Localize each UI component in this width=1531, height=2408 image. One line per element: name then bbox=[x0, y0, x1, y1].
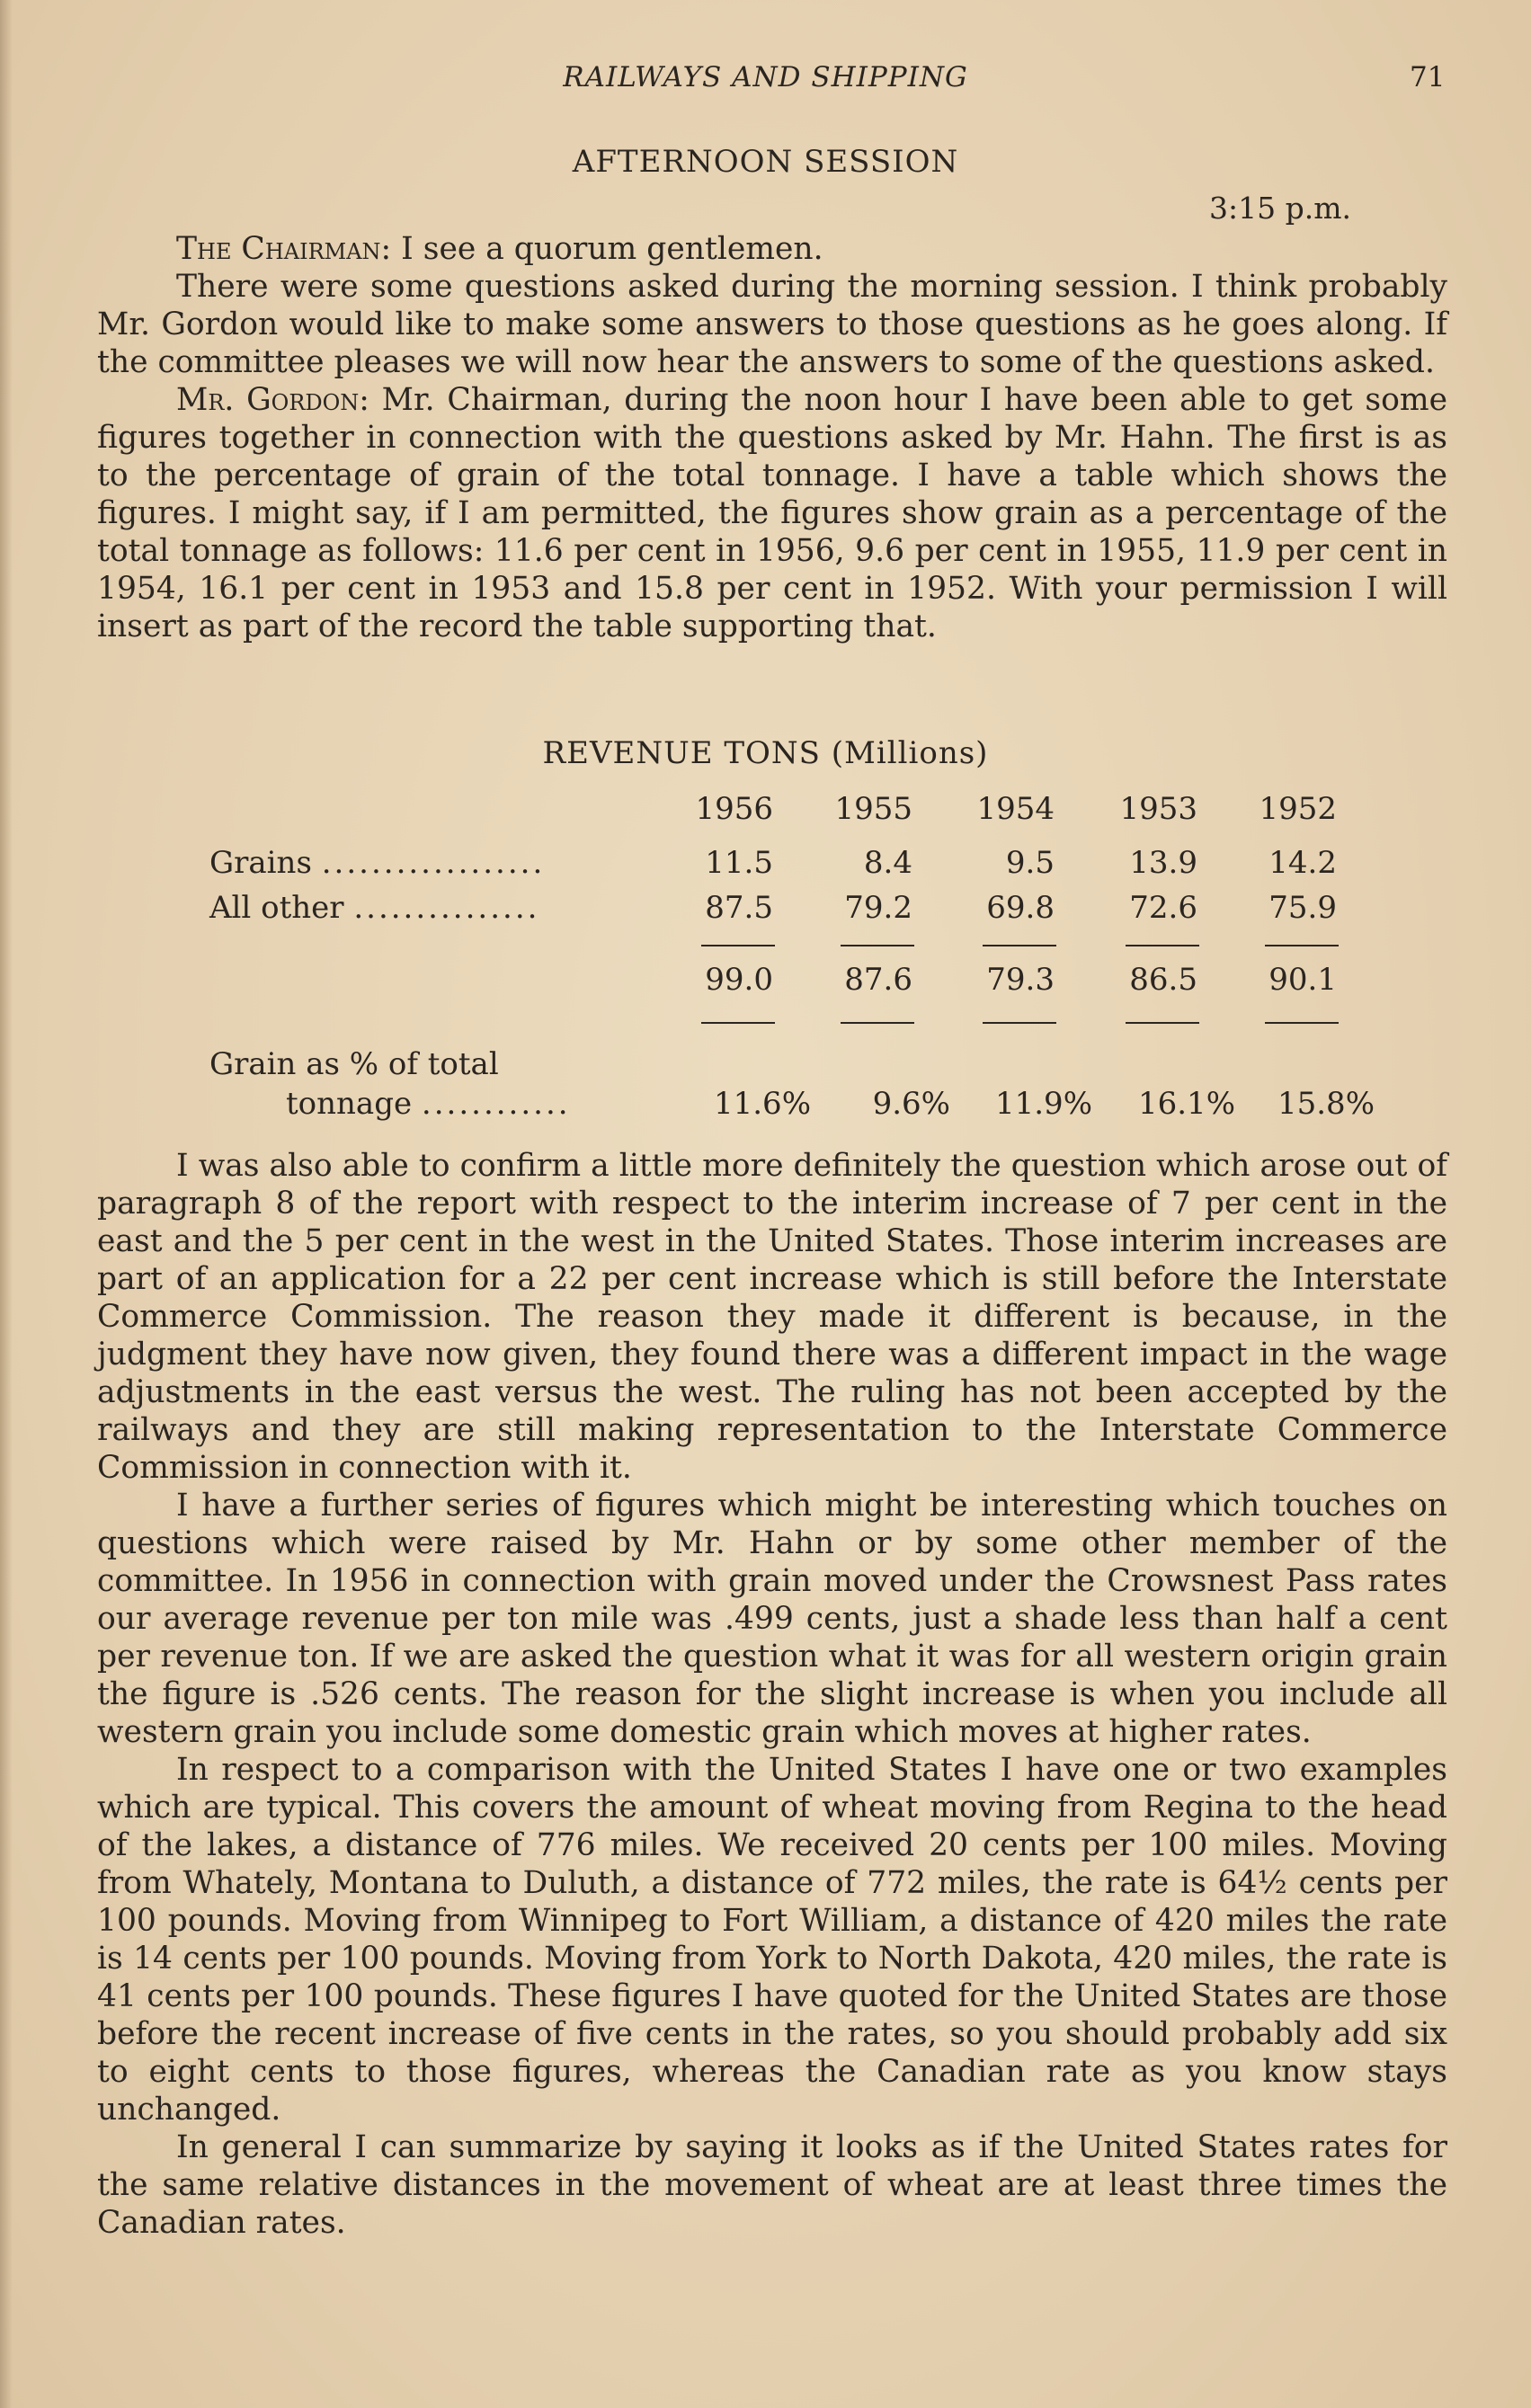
body-text bbox=[97, 1147, 1447, 2242]
chairman-text: I see a quorum gentlemen. bbox=[391, 231, 823, 267]
table-cell: 75.9 bbox=[1268, 890, 1337, 926]
percent-label: Grain as % of total bbox=[209, 1046, 499, 1082]
sum-rule bbox=[1265, 1022, 1339, 1024]
year-header: 1952 bbox=[1259, 791, 1337, 827]
sum-rule bbox=[701, 945, 775, 946]
chairman-paragraph bbox=[97, 230, 1447, 268]
total-cell: 86.5 bbox=[1129, 962, 1197, 998]
row-label: Grains .................. bbox=[209, 845, 546, 881]
table-cell: 8.4 bbox=[863, 845, 912, 881]
dot-leader: .................. bbox=[321, 845, 546, 881]
sum-rule bbox=[1265, 945, 1339, 946]
gordon-paragraph bbox=[97, 381, 1447, 645]
year-header: 1955 bbox=[834, 791, 912, 827]
percent-label-cont: tonnage ............ bbox=[286, 1086, 571, 1122]
total-cell: 99.0 bbox=[705, 962, 773, 998]
table-cell: 9.5 bbox=[1005, 845, 1055, 881]
percent-cell: 15.8% bbox=[1277, 1086, 1375, 1122]
paragraph-questions: There were some questions asked during the morning session. I think probably Mr. Gordon would like to make some answers to those questions as he goes along. If the committee pleases we will now hear the answers to some of the questions asked. bbox=[97, 269, 1447, 380]
percent-cell: 9.6% bbox=[872, 1086, 950, 1122]
paragraph-interim-increase: I was also able to confirm a little more definitely the question which arose out of paragraph 8 of the report with respect to the interim increase of 7 per cent in the east and the 5 per cent in the west in the United States. Those interim increases are part of an application for a 22 per cent increase which is still before the Interstate Commerce Commission. The reason they made it different is because, in the judgment they have now given, they found there was a different impact in the wage adjustments in the east versus the west. The ruling has not been accepted by the railways and they are still making representation to the Interstate Commerce Commission in connection with it. bbox=[97, 1148, 1447, 1486]
table-title: REVENUE TONS (Millions) bbox=[542, 735, 989, 771]
page-number: 71 bbox=[1410, 61, 1446, 93]
dot-leader: ............... bbox=[353, 890, 540, 926]
sum-rule bbox=[983, 1022, 1056, 1024]
table-cell: 69.8 bbox=[986, 890, 1055, 926]
percent-cell: 11.6% bbox=[713, 1086, 811, 1122]
gordon-speaker: Mr. Gordon: bbox=[176, 382, 369, 418]
table-cell: 11.5 bbox=[705, 845, 773, 881]
session-title: AFTERNOON SESSION bbox=[572, 144, 959, 180]
table-cell: 72.6 bbox=[1129, 890, 1197, 926]
year-header: 1953 bbox=[1119, 791, 1197, 827]
row-label: All other ............... bbox=[209, 890, 540, 926]
sum-rule bbox=[701, 1022, 775, 1024]
opening-text bbox=[97, 230, 1447, 645]
gordon-text: Mr. Chairman, during the noon hour I have been able to get some figures together in connection with the questions asked by Mr. Hahn. The first is as to the percentage of grain of the total tonnage. I have a table which shows the figures. I might say, if I am permitted, the figures show grain as a percentage of the total tonnage as follows: 11.6 per cent in 1956, 9.6 per cent in 1955, 11.9 per cent in 1954, 16.1 per cent in 1953 and 15.8 per cent in 1952. With your permission I will insert as part of the record the table supporting that. bbox=[97, 382, 1447, 644]
page-edge-shadow bbox=[0, 0, 13, 2408]
sum-rule bbox=[1126, 945, 1199, 946]
table-cell: 14.2 bbox=[1268, 845, 1337, 881]
percent-cell: 16.1% bbox=[1137, 1086, 1235, 1122]
year-header: 1954 bbox=[976, 791, 1055, 827]
paragraph-crowsnest-rates: I have a further series of figures which might be interesting which touches on questions which were raised by Mr. Hahn or by some other member of the committee. In 1956 in connection with grain moved under the Crowsnest Pass rates our average revenue per ton mile was .499 cents, just a shade less than half a cent per revenue ton. If we are asked the question what it was for all western origin grain the figure is .526 cents. The reason for the slight increase is when you include all western grain you include some domestic grain which moves at higher rates. bbox=[97, 1488, 1447, 1750]
running-title: RAILWAYS AND SHIPPING bbox=[563, 61, 968, 93]
running-head bbox=[0, 61, 1531, 106]
chairman-speaker: The Chairman: bbox=[176, 231, 392, 267]
table-cell: 87.5 bbox=[705, 890, 773, 926]
table-cell: 79.2 bbox=[844, 890, 912, 926]
paragraph-us-comparison: In respect to a comparison with the United States I have one or two examples which are typical. This covers the amount of wheat moving from Regina to the head of the lakes, a distance of 776 miles. We received 20 cents per 100 miles. Moving from Whately, Montana to Duluth, a distance of 772 miles, the rate is 64½ cents per 100 pounds. Moving from Winnipeg to Fort William, a distance of 420 miles the rate is 14 cents per 100 pounds. Moving from York to North Dakota, 420 miles, the rate is 41 cents per 100 pounds. These figures I have quoted for the United States are those before the recent increase of five cents in the rates, so you should probably add six to eight cents to those figures, whereas the Canadian rate as you know stays unchanged. bbox=[97, 1752, 1447, 2128]
year-header: 1956 bbox=[695, 791, 773, 827]
sum-rule bbox=[841, 1022, 914, 1024]
sum-rule bbox=[841, 945, 914, 946]
percent-cell: 11.9% bbox=[994, 1086, 1092, 1122]
paragraph-summary: In general I can summarize by saying it looks as if the United States rates for the same relative distances in the movement of wheat are at least three times the Canadian rates. bbox=[97, 2129, 1447, 2241]
total-cell: 90.1 bbox=[1268, 962, 1337, 998]
dot-leader: ............ bbox=[421, 1086, 571, 1122]
sum-rule bbox=[983, 945, 1056, 946]
total-cell: 79.3 bbox=[986, 962, 1055, 998]
sum-rule bbox=[1126, 1022, 1199, 1024]
total-cell: 87.6 bbox=[844, 962, 912, 998]
table-cell: 13.9 bbox=[1129, 845, 1197, 881]
session-time: 3:15 p.m. bbox=[1209, 191, 1351, 226]
